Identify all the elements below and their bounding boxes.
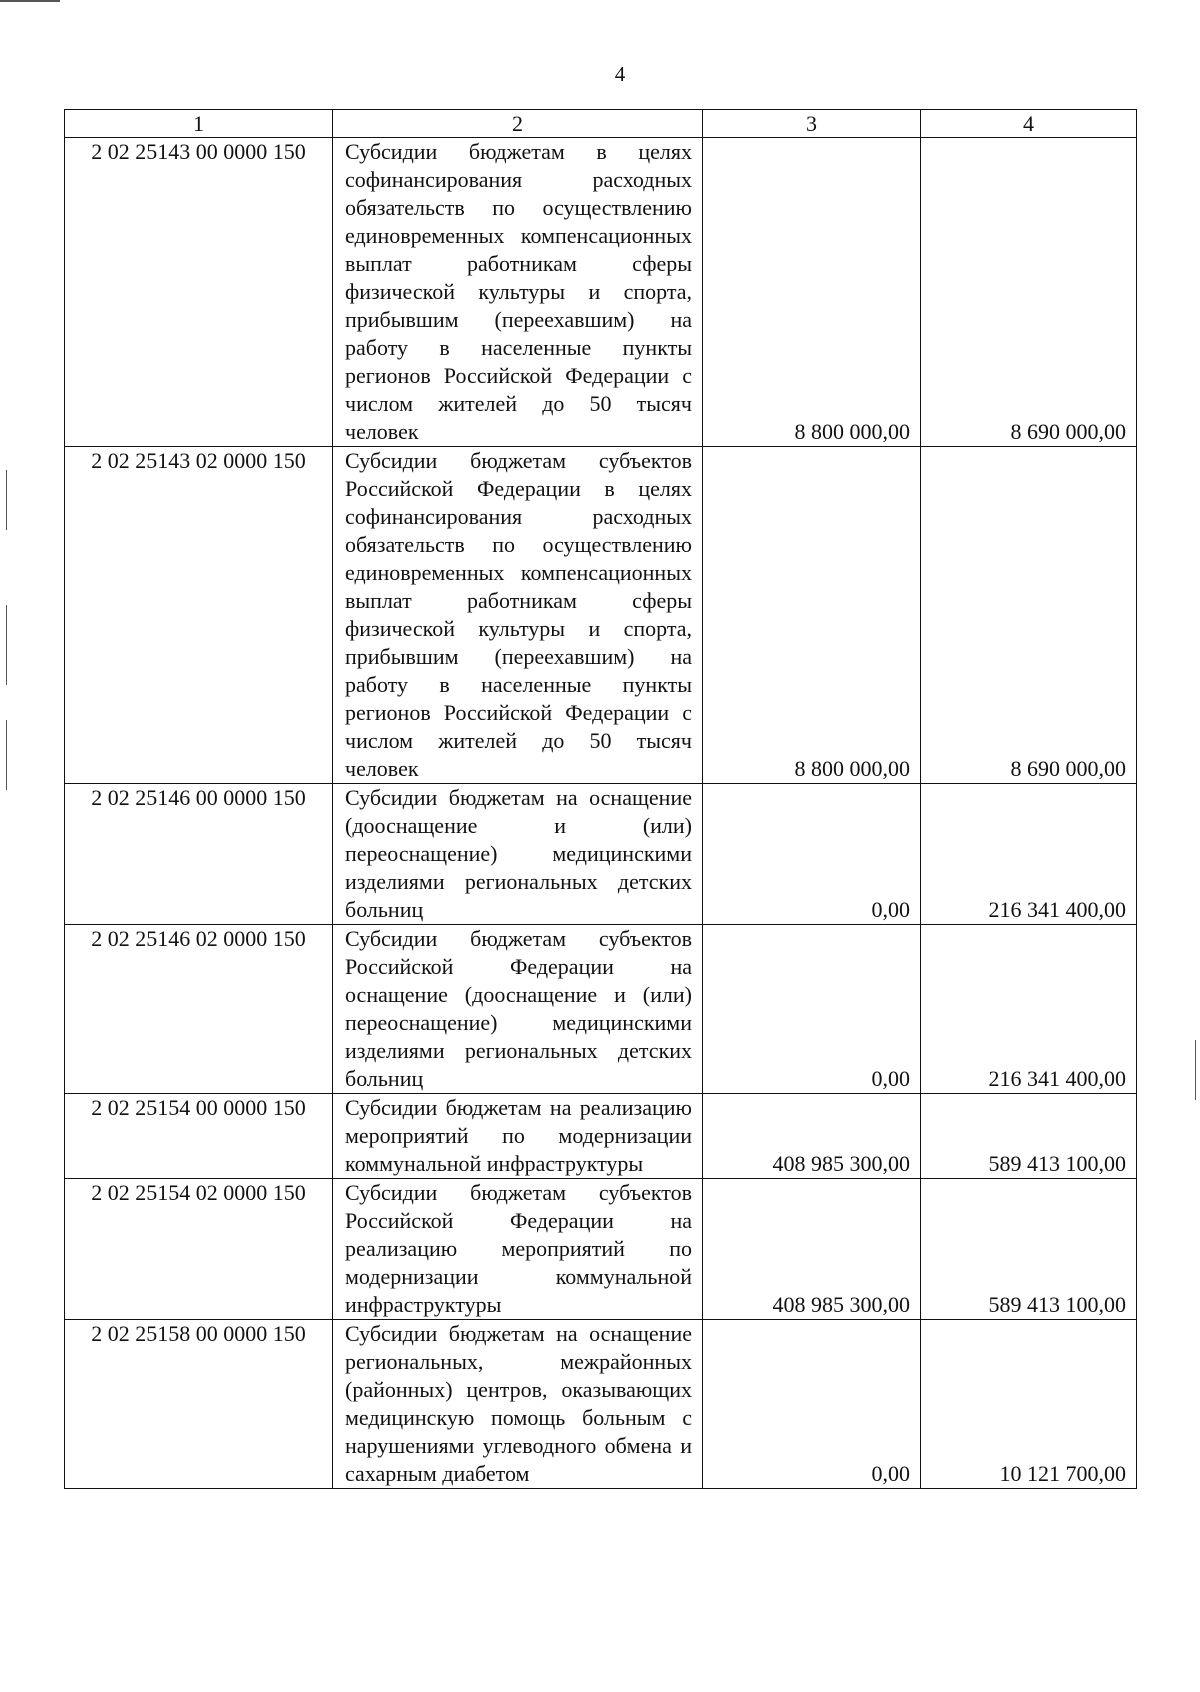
table-row [65, 447, 1137, 784]
scan-edge-mark [6, 720, 7, 790]
scan-edge-mark [1195, 1040, 1196, 1100]
amount-column-3: 8 800 000,00 [703, 447, 921, 784]
column-header-3: 3 [703, 110, 921, 138]
table-row [65, 925, 1137, 1094]
budget-code: 2 02 25143 00 0000 150 [65, 138, 333, 447]
row-description: Субсидии бюджетам субъектов Российской Федерации на оснащение (дооснащение и (или) переоснащение) медицинскими изделиями региональных детских больниц [333, 925, 703, 1094]
column-header-4: 4 [921, 110, 1137, 138]
budget-code: 2 02 25146 02 0000 150 [65, 925, 333, 1094]
table-row [65, 1179, 1137, 1320]
amount-column-3: 0,00 [703, 925, 921, 1094]
amount-column-3: 408 985 300,00 [703, 1179, 921, 1320]
row-description: Субсидии бюджетам на оснащение региональных, межрайонных (районных) центров, оказывающих медицинскую помощь больным с нарушениями углеводного обмена и сахарным диабетом [333, 1320, 703, 1489]
row-description: Субсидии бюджетам субъектов Российской Федерации в целях софинансирования расходных обязательств по осуществлению единовременных компенсационных выплат работникам сферы физической культуры и спорта, прибывшим (переехавшим) на работу в населенные пункты регионов Российской Федерации с числом жителей до 50 тысяч человек [333, 447, 703, 784]
amount-column-3: 8 800 000,00 [703, 138, 921, 447]
budget-code: 2 02 25146 00 0000 150 [65, 784, 333, 925]
row-description: Субсидии бюджетам субъектов Российской Федерации на реализацию мероприятий по модернизации коммунальной инфраструктуры [333, 1179, 703, 1320]
table-header-row [65, 110, 1137, 138]
amount-column-4: 589 413 100,00 [921, 1179, 1137, 1320]
row-description: Субсидии бюджетам на реализацию мероприятий по модернизации коммунальной инфраструктуры [333, 1094, 703, 1179]
column-header-2: 2 [333, 110, 703, 138]
table-row [65, 138, 1137, 447]
budget-code: 2 02 25158 00 0000 150 [65, 1320, 333, 1489]
amount-column-4: 10 121 700,00 [921, 1320, 1137, 1489]
budget-code: 2 02 25154 02 0000 150 [65, 1179, 333, 1320]
amount-column-4: 8 690 000,00 [921, 138, 1137, 447]
budget-table [64, 109, 1137, 1489]
table-row [65, 1320, 1137, 1489]
amount-column-3: 408 985 300,00 [703, 1094, 921, 1179]
budget-code: 2 02 25143 02 0000 150 [65, 447, 333, 784]
amount-column-4: 216 341 400,00 [921, 925, 1137, 1094]
amount-column-4: 216 341 400,00 [921, 784, 1137, 925]
budget-code: 2 02 25154 00 0000 150 [65, 1094, 333, 1179]
scan-edge-line [0, 0, 60, 2]
column-header-1: 1 [65, 110, 333, 138]
scan-edge-mark [6, 470, 7, 530]
amount-column-3: 0,00 [703, 1320, 921, 1489]
amount-column-4: 589 413 100,00 [921, 1094, 1137, 1179]
row-description: Субсидии бюджетам на оснащение (дооснащение и (или) переоснащение) медицинскими изделиями региональных детских больниц [333, 784, 703, 925]
table-row [65, 784, 1137, 925]
page-number: 4 [614, 62, 626, 86]
row-description: Субсидии бюджетам в целях софинансирования расходных обязательств по осуществлению единовременных компенсационных выплат работникам сферы физической культуры и спорта, прибывшим (переехавшим) на работу в населенные пункты регионов Российской Федерации с числом жителей до 50 тысяч человек [333, 138, 703, 447]
scan-edge-mark [6, 605, 7, 685]
amount-column-3: 0,00 [703, 784, 921, 925]
amount-column-4: 8 690 000,00 [921, 447, 1137, 784]
table-row [65, 1094, 1137, 1179]
